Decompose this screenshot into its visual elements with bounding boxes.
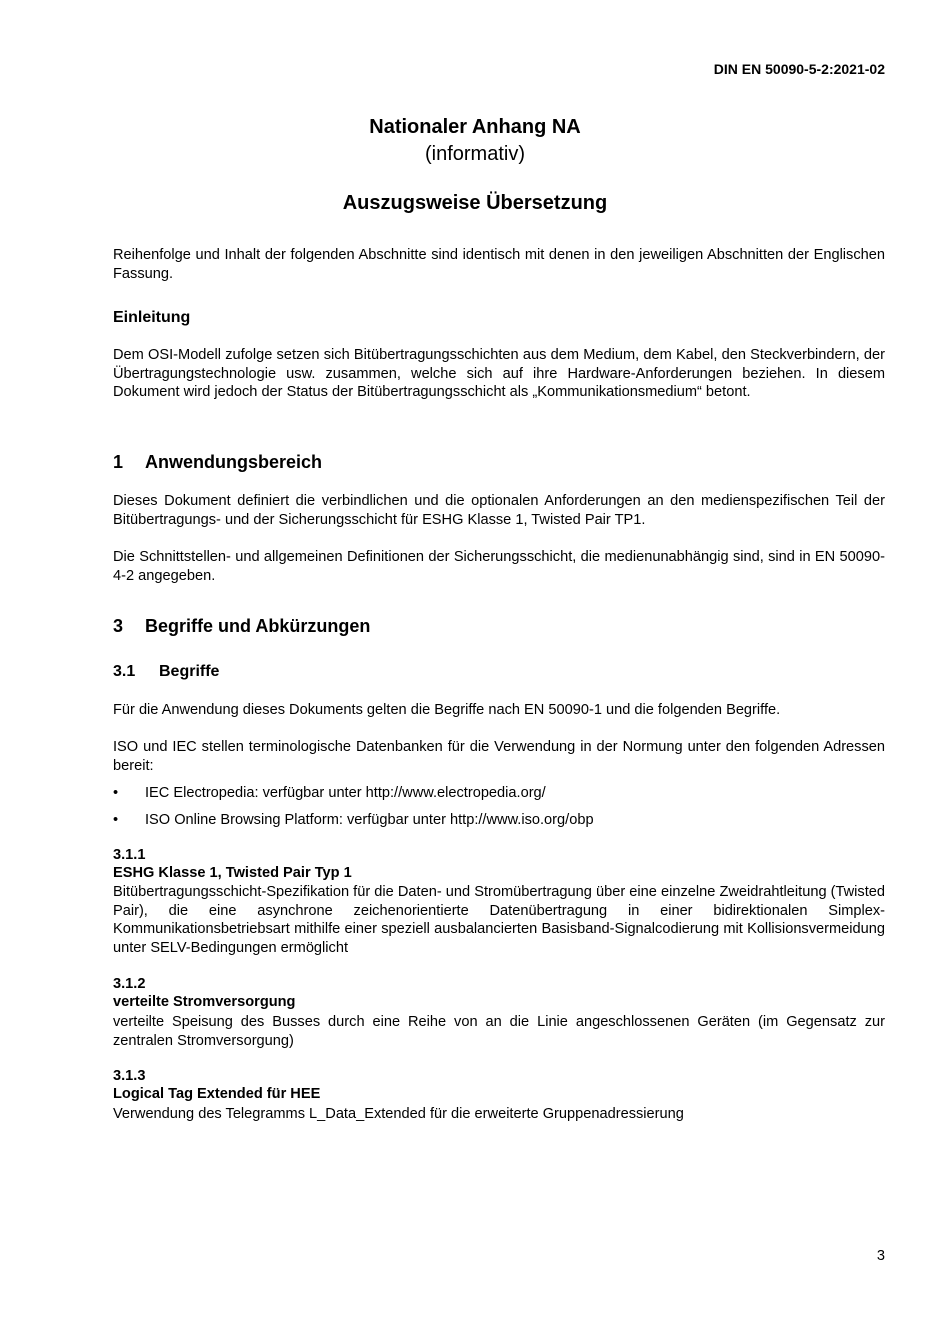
term-definition: verteilte Speisung des Busses durch eine Reihe von an die Linie angeschlossenen Geräten (im Gegensatz zur zentralen Stromversorgung) — [113, 1014, 885, 1049]
list-item-text: IEC Electropedia: verfügbar unter http://www.electropedia.org/ — [145, 785, 546, 801]
section-3-heading — [113, 616, 370, 637]
term-definition: Bitübertragungsschicht-Spezifikation für die Daten- und Stromübertragung über eine einzelne Zweidrahtleitung (Twisted Pair), die eine asynchrone zeichenorientierte Datenübertragung in einer bidirektionalen Simplex-Kommunikationsbetriebsart mithilfe einer speziell ausbalancierten Basisband-Signalcodierung mit Kollisionsvermeidung unter SELV-Bedingungen ermöglicht — [113, 884, 885, 956]
einleitung-text: Dem OSI-Modell zufolge setzen sich Bitübertragungsschichten aus dem Medium, dem Kabel, den Steckverbindern, der Übertragungstechnologie usw. zusammen, welche sich auf ihre Hardware-Anforderungen beziehen. In diesem Dokument wird jedoch der Status der Bitübertragungsschicht als „Kommunikationsmedium“ betont. — [113, 347, 885, 400]
term-number: 3.1.2 — [113, 976, 146, 992]
section-3-1-para-2: ISO und IEC stellen terminologische Datenbanken für die Verwendung in der Normung unter den folgenden Adressen bereit: — [113, 739, 885, 774]
subsection-3-1-heading — [113, 663, 219, 681]
section-1-para-2: Die Schnittstellen- und allgemeinen Definitionen der Sicherungsschicht, die medienunabhängig sind, sind in EN 50090-4-2 angegeben. — [113, 549, 885, 584]
annex-heading: Auszugsweise Übersetzung — [342, 192, 608, 214]
bullet-icon: • — [113, 812, 119, 828]
term-number: 3.1.1 — [113, 847, 146, 863]
section-number: 1 — [113, 452, 124, 472]
document-reference: DIN EN 50090-5-2:2021-02 — [713, 61, 885, 77]
subsection-number: 3.1 — [113, 663, 136, 680]
subsection-title: Begriffe — [159, 663, 220, 680]
term-name: ESHG Klasse 1, Twisted Pair Typ 1 — [113, 865, 352, 881]
section-3-1-para-1: Für die Anwendung dieses Dokuments gelten die Begriffe nach EN 50090-1 und die folgenden Begriffe. — [113, 702, 781, 718]
bullet-icon: • — [113, 785, 119, 801]
term-name: Logical Tag Extended für HEE — [113, 1086, 321, 1102]
section-number: 3 — [113, 616, 124, 636]
annex-title: Nationaler Anhang NA — [369, 116, 581, 138]
intro-note: Reihenfolge und Inhalt der folgenden Abschnitte sind identisch mit denen in den jeweiligen Abschnitten der Englischen Fassung. — [113, 247, 885, 282]
einleitung-heading: Einleitung — [113, 309, 191, 326]
term-number: 3.1.3 — [113, 1068, 146, 1084]
section-title: Anwendungsbereich — [145, 452, 323, 472]
list-item-text: ISO Online Browsing Platform: verfügbar unter http://www.iso.org/obp — [145, 812, 594, 828]
section-title: Begriffe und Abkürzungen — [145, 616, 371, 636]
term-name: verteilte Stromversorgung — [113, 994, 296, 1010]
page-number: 3 — [876, 1248, 885, 1264]
annex-subtitle: (informativ) — [424, 143, 525, 165]
term-definition: Verwendung des Telegramms L_Data_Extended für die erweiterte Gruppenadressierung — [113, 1106, 684, 1122]
section-1-heading — [113, 452, 322, 473]
section-1-para-1: Dieses Dokument definiert die verbindlichen und die optionalen Anforderungen an den medienspezifischen Teil der Bitübertragungs- und der Sicherungsschicht für ESHG Klasse 1, Twisted Pair TP1. — [113, 493, 885, 528]
